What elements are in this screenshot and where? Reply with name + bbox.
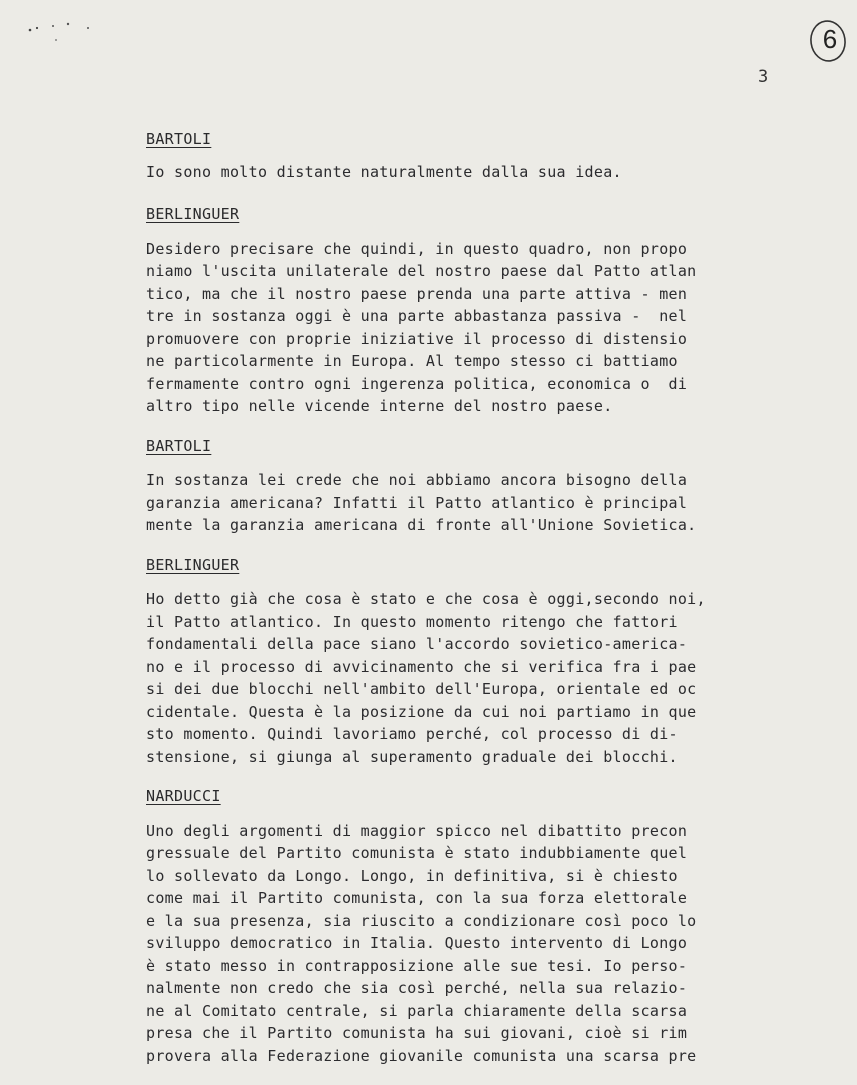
text-line: come mai il Partito comunista, con la sua forza elettorale bbox=[146, 889, 688, 907]
speaker-label-berlinguer: BERLINGUER bbox=[146, 555, 240, 574]
text-line: altro tipo nelle vicende interne del nostro paese. bbox=[146, 397, 613, 415]
text-line: Desidero precisare che quindi, in questo quadro, non propo bbox=[146, 239, 688, 258]
text-line: promuovere con proprie iniziative il processo di distensio bbox=[146, 329, 688, 348]
speaker-label-bartoli: BARTOLI bbox=[146, 436, 212, 455]
text-line: Io sono molto distante naturalmente dalla sua idea. bbox=[146, 162, 622, 181]
paragraph bbox=[146, 820, 786, 1068]
text-line: no e il processo di avvicinamento che si verifica fra i pae bbox=[146, 657, 697, 676]
text-line: niamo l'uscita unilaterale del nostro paese dal Patto atlan bbox=[146, 262, 697, 280]
paragraph bbox=[146, 588, 786, 768]
paragraph bbox=[146, 238, 786, 418]
handwritten-sheet-number: 6 bbox=[822, 24, 838, 54]
text-line: sto momento. Quindi lavoriamo perché, col processo di di- bbox=[146, 725, 678, 743]
text-line: provera alla Federazione giovanile comunista una scarsa pre bbox=[146, 1046, 697, 1065]
text-line: Uno degli argomenti di maggior spicco nel dibattito precon bbox=[146, 821, 688, 840]
text-line: presa che il Partito comunista ha sui giovani, cioè si rim bbox=[146, 1024, 688, 1042]
paragraph bbox=[146, 469, 786, 537]
text-line: e la sua presenza, sia riuscito a condizionare così poco lo bbox=[146, 911, 697, 930]
text-line: tre in sostanza oggi è una parte abbastanza passiva - nel bbox=[146, 307, 688, 325]
text-line: Ho detto già che cosa è stato e che cosa è oggi,secondo noi, bbox=[146, 590, 706, 608]
text-line: In sostanza lei crede che noi abbiamo ancora bisogno della bbox=[146, 471, 688, 489]
ink-specks bbox=[26, 16, 106, 46]
text-line: nalmente non credo che sia così perché, nella sua relazio- bbox=[146, 979, 688, 997]
text-line: ne particolarmente in Europa. Al tempo stesso ci battiamo bbox=[146, 352, 678, 370]
text-line: mente la garanzia americana di fronte all'Unione Sovietica. bbox=[146, 516, 697, 534]
speaker-label-bartoli: BARTOLI bbox=[146, 130, 212, 148]
text-line: garanzia americana? Infatti il Patto atlantico è principal bbox=[146, 493, 688, 512]
text-line: ne al Comitato centrale, si parla chiaramente della scarsa bbox=[146, 1001, 688, 1020]
page-number: 3 bbox=[758, 67, 769, 87]
text-line: tico, ma che il nostro paese prenda una parte attiva - men bbox=[146, 284, 688, 303]
text-line: fermamente contro ogni ingerenza politica, economica o di bbox=[146, 374, 688, 393]
interview-transcript bbox=[146, 128, 786, 1085]
text-line: lo sollevato da Longo. Longo, in definitiva, si è chiesto bbox=[146, 866, 678, 885]
text-line: si dei due blocchi nell'ambito dell'Europa, orientale ed oc bbox=[146, 680, 697, 698]
text-line: sviluppo democratico in Italia. Questo intervento di Longo bbox=[146, 934, 688, 952]
text-line: gressuale del Partito comunista è stato indubbiamente quel bbox=[146, 844, 688, 862]
text-line: fondamentali della pace siano l'accordo sovietico-america- bbox=[146, 635, 688, 653]
text-line: stensione, si giunga al superamento graduale dei blocchi. bbox=[146, 747, 678, 766]
text-line: è stato messo in contrapposizione alle sue tesi. Io perso- bbox=[146, 956, 688, 975]
text-line: il Patto atlantico. In questo momento ritengo che fattori bbox=[146, 612, 678, 631]
paragraph bbox=[146, 161, 786, 184]
text-line: cidentale. Questa è la posizione da cui noi partiamo in que bbox=[146, 702, 697, 721]
speaker-label-narducci: NARDUCCI bbox=[146, 787, 221, 805]
speaker-label-berlinguer: BERLINGUER bbox=[146, 205, 240, 223]
